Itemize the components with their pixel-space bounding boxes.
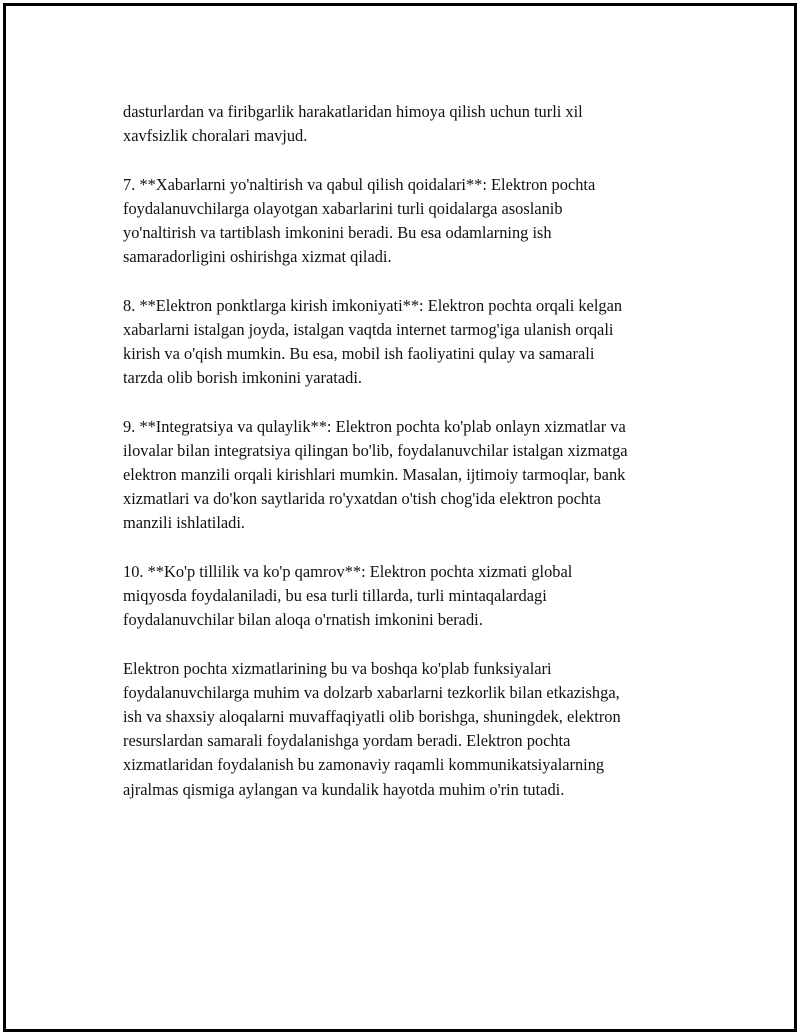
text-line: yo'naltirish va tartiblash imkonini beradi. Bu esa odamlarning ish <box>123 223 552 242</box>
text-line: kirish va o'qish mumkin. Bu esa, mobil ish faoliyatini qulay va samarali <box>123 344 595 363</box>
paragraph-intro-continuation <box>123 100 703 148</box>
text-line: miqyosda foydalaniladi, bu esa turli tillarda, turli mintaqalardagi <box>123 586 547 605</box>
text-line: foydalanuvchilarga muhim va dolzarb xabarlarni tezkorlik bilan etkazishga, <box>123 682 620 702</box>
text-line: ilovalar bilan integratsiya qilingan bo'lib, foydalanuvchilar istalgan xizmatga <box>123 440 628 460</box>
text-line: foydalanuvchilarga olayotgan xabarlarini turli qoidalarga asoslanib <box>123 198 563 218</box>
text-line: foydalanuvchilar bilan aloqa o'rnatish imkonini beradi. <box>123 610 483 630</box>
text-line: 10. **Ko'p tillilik va ko'p qamrov**: Elektron pochta xizmati global <box>123 561 573 581</box>
paragraph-item-9 <box>123 415 703 536</box>
text-line: xizmatlaridan foydalanish bu zamonaviy raqamli kommunikatsiyalarning <box>123 755 605 775</box>
text-line: xabarlarni istalgan joyda, istalgan vaqtda internet tarmog'iga ulanish orqali <box>123 319 614 339</box>
paragraph-item-10 <box>123 560 703 633</box>
text-line: 7. **Xabarlarni yo'naltirish va qabul qilish qoidalari**: Elektron pochta <box>123 174 596 194</box>
page-content <box>123 100 703 826</box>
text-line: resurslardan samarali foydalanishga yordam beradi. Elektron pochta <box>123 731 571 751</box>
text-line: dasturlardan va firibgarlik harakatlaridan himoya qilish uchun turli xil <box>123 102 583 121</box>
text-line: 9. **Integratsiya va qulaylik**: Elektron pochta ko'plab onlayn xizmatlar va <box>123 416 626 436</box>
page-frame <box>3 3 797 1032</box>
paragraph-item-8 <box>123 294 703 391</box>
text-line: Elektron pochta xizmatlarining bu va boshqa ko'plab funksiyalari <box>123 658 552 678</box>
text-line: tarzda olib borish imkonini yaratadi. <box>123 368 362 388</box>
paragraph-conclusion <box>123 657 703 802</box>
text-line: samaradorligini oshirishga xizmat qiladi. <box>123 247 392 267</box>
text-line: xavfsizlik choralari mavjud. <box>123 126 308 146</box>
text-line: xizmatlari va do'kon saytlarida ro'yxatdan o'tish chog'ida elektron pochta <box>123 489 601 509</box>
text-line: 8. **Elektron ponktlarga kirish imkoniyati**: Elektron pochta orqali kelgan <box>123 295 623 315</box>
text-line: manzili ishlatiladi. <box>123 513 245 533</box>
text-line: elektron manzili orqali kirishlari mumkin. Masalan, ijtimoiy tarmoqlar, bank <box>123 465 626 484</box>
paragraph-item-7 <box>123 173 703 270</box>
text-line: ajralmas qismiga aylangan va kundalik hayotda muhim o'rin tutadi. <box>123 779 565 799</box>
text-line: ish va shaxsiy aloqalarni muvaffaqiyatli olib borishga, shuningdek, elektron <box>123 707 621 726</box>
